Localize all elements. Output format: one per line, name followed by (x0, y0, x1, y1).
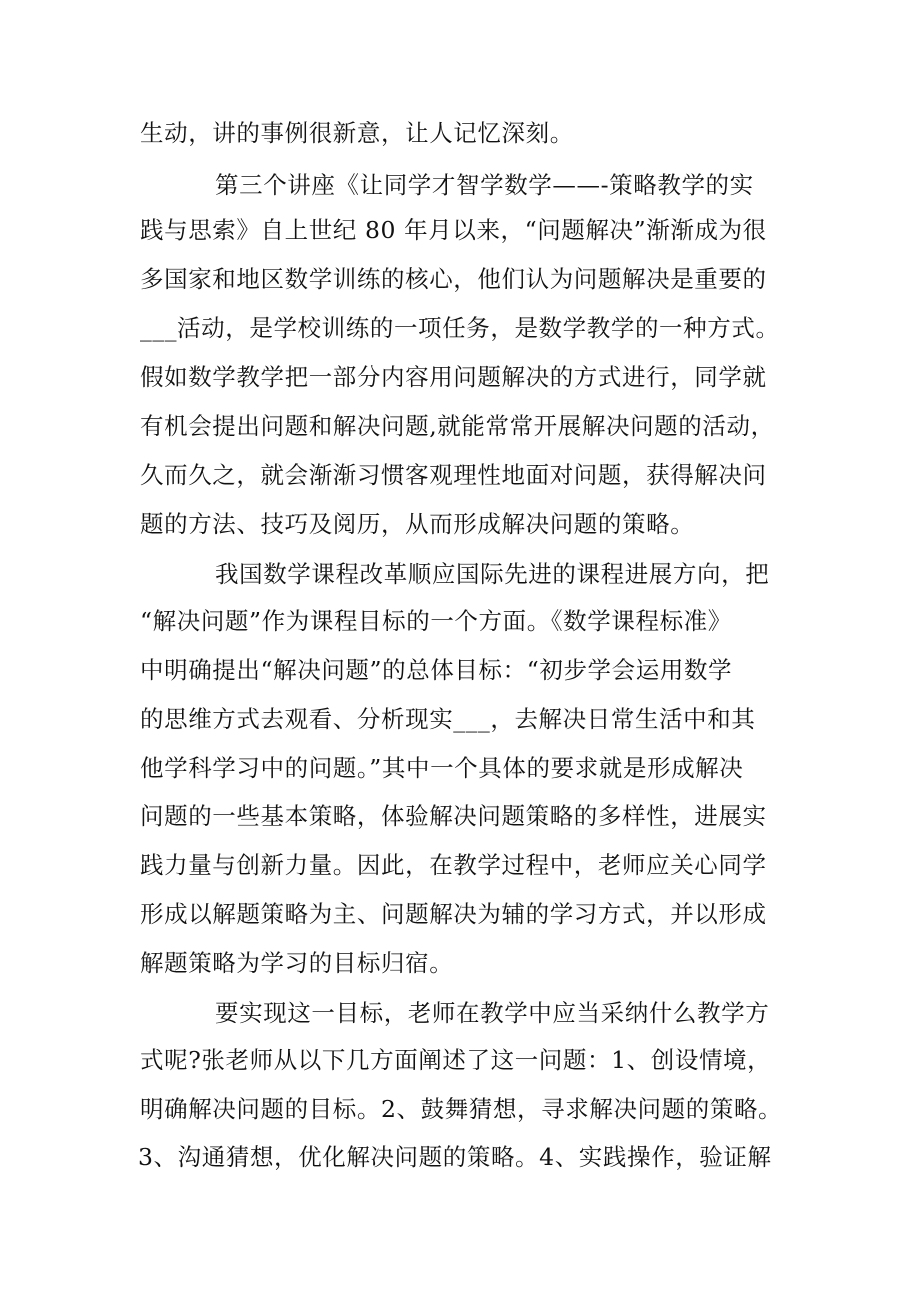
text-line: ___活动，是学校训练的一项任务，是数学教学的一种方式。 (140, 314, 780, 342)
text-line: 我国数学课程改革顺应国际先进的课程进展方向，把 (215, 560, 770, 588)
text-line: 明确解决问题的目标。2、鼓舞猜想，寻求解决问题的策略。 (140, 1095, 783, 1123)
text-line: 要实现这一目标，老师在教学中应当采纳什么教学方 (215, 999, 770, 1027)
text-line: 中明确提出“解决问题”的总体目标：“初步学会运用数学 (140, 656, 733, 684)
text-line: 践与思索》自上世纪 80 年月以来，“问题解决”渐渐成为很 (140, 216, 767, 244)
text-line: 形成以解题策略为主、问题解决为辅的学习方式，并以形成 (140, 900, 767, 928)
text-line: 问题的一些基本策略，体验解决问题策略的多样性，进展实 (140, 802, 767, 830)
text-line: 多国家和地区数学训练的核心，他们认为问题解决是重要的 (140, 265, 767, 293)
text-line: 他学科学习中的问题。”其中一个具体的要求就是形成解决 (140, 754, 744, 782)
text-line: 久而久之，就会渐渐习惯客观理性地面对问题，获得解决问 (140, 461, 767, 489)
text-line: 第三个讲座《让同学才智学数学——-策略教学的实 (215, 171, 754, 199)
text-line: 生动，讲的事例很新意，让人记忆深刻。 (140, 119, 574, 147)
text-line: 践力量与创新力量。因此，在教学过程中，老师应关心同学 (140, 851, 767, 879)
text-line: 有机会提出问题和解决问题,就能常常开展解决问题的活动， (140, 412, 775, 440)
text-line: 题的方法、技巧及阅历，从而形成解决问题的策略。 (140, 510, 695, 538)
text-line: 的思维方式去观看、分析现实___，去解决日常生活中和其 (140, 705, 756, 733)
text-line: 式呢?张老师从以下几方面阐述了这一问题：1、创设情境， (140, 1046, 772, 1074)
text-line: “解决问题”作为课程目标的一个方面。《数学课程标准》 (140, 607, 732, 635)
text-line: 解题策略为学习的目标归宿。 (140, 949, 454, 977)
text-line: 假如数学教学把一部分内容用问题解决的方式进行，同学就 (140, 363, 767, 391)
text-line: 3、沟通猜想，优化解决问题的策略。4、实践操作，验证解 (138, 1143, 772, 1171)
